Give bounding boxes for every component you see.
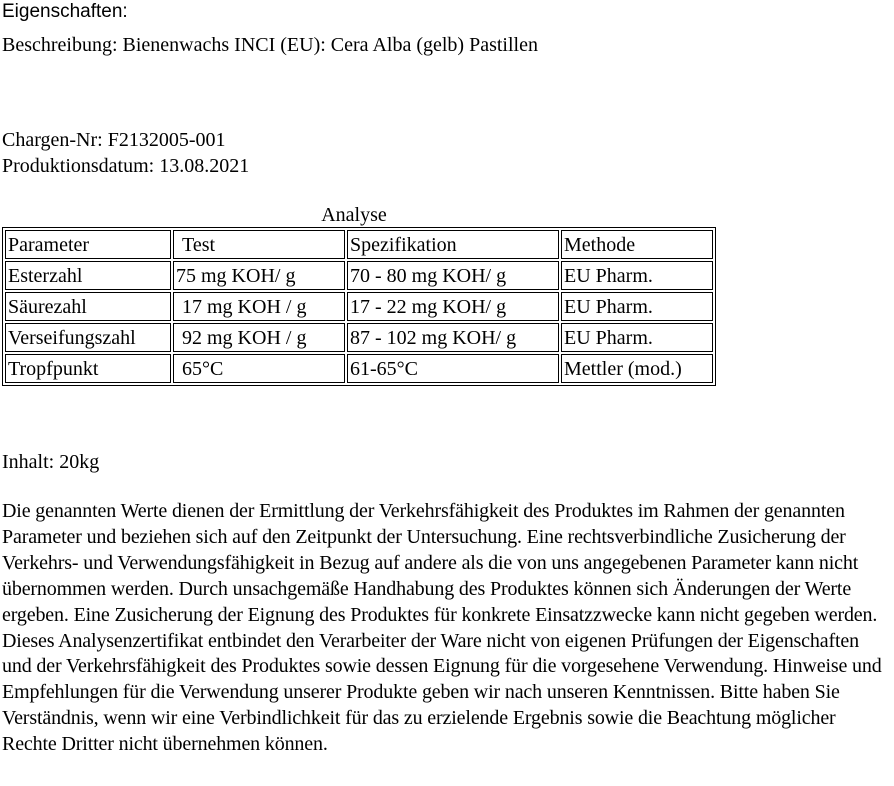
product-description: Beschreibung: Bienenwachs INCI (EU): Cera Alba (gelb) Pastillen	[2, 34, 538, 56]
disclaimer-paragraph: Die genannten Werte dienen der Ermittlung der Verkehrsfähigkeit des Produktes im Rahmen der genannten Parameter und beziehen sich auf den Zeitpunkt der Untersuchung. Eine rechtsverbindliche Zusicherung der Verkehrs- und Verwendungsfähigkeit in Bezug auf andere als die von uns angegebenen Parameter kann nicht übernommen werden. Durch unsachgemäße Handhabung des Produktes können sich Änderungen der Werte ergeben. Eine Zusicherung der Eignung des Produktes für konkrete Einsatzzwecke kann nicht gegeben werden. Dieses Analysenzertifikat entbindet den Verarbeiter der Ware nicht von eigenen Prüfungen der Eigenschaften und der Verkehrsfähigkeit des Produktes sowie dessen Eignung für die vorgesehene Verwendung. Hinweise und Empfehlungen für die Verwendung unserer Produkte geben wir nach unseren Kenntnissen. Bitte haben Sie Verständnis, wenn wir eine Verbindlichkeit für das zu erzielende Ergebnis sowie die Beachtung möglicher Rechte Dritter nicht übernehmen können.	[2, 500, 882, 756]
cell-method: EU Pharm.	[561, 261, 713, 290]
cell-parameter: Verseifungszahl	[5, 323, 171, 352]
content-amount: Inhalt: 20kg	[2, 451, 100, 473]
analysis-table	[2, 227, 716, 386]
cell-method: EU Pharm.	[561, 292, 713, 321]
cell-specification: 17 - 22 mg KOH/ g	[347, 292, 559, 321]
cell-specification: 70 - 80 mg KOH/ g	[347, 261, 559, 290]
header-parameter: Parameter	[5, 230, 171, 259]
cell-parameter: Tropfpunkt	[5, 354, 171, 383]
cell-specification: 61-65°C	[347, 354, 559, 383]
header-test: Test	[173, 230, 345, 259]
table-row	[5, 261, 713, 290]
table-row	[5, 292, 713, 321]
batch-number: Chargen-Nr: F2132005-001	[2, 129, 226, 151]
cell-test: 65°C	[173, 354, 345, 383]
production-date: Produktionsdatum: 13.08.2021	[2, 155, 250, 177]
table-header-row	[5, 230, 713, 259]
cell-method: Mettler (mod.)	[561, 354, 713, 383]
analysis-caption: Analyse	[321, 204, 387, 226]
cell-test: 75 mg KOH/ g	[173, 261, 345, 290]
cell-specification: 87 - 102 mg KOH/ g	[347, 323, 559, 352]
table-row	[5, 323, 713, 352]
header-method: Methode	[561, 230, 713, 259]
section-heading: Eigenschaften:	[2, 1, 128, 22]
cell-test: 92 mg KOH / g	[173, 323, 345, 352]
cell-parameter: Säurezahl	[5, 292, 171, 321]
cell-test: 17 mg KOH / g	[173, 292, 345, 321]
table-row	[5, 354, 713, 383]
cell-parameter: Esterzahl	[5, 261, 171, 290]
header-specification: Spezifikation	[347, 230, 559, 259]
cell-method: EU Pharm.	[561, 323, 713, 352]
